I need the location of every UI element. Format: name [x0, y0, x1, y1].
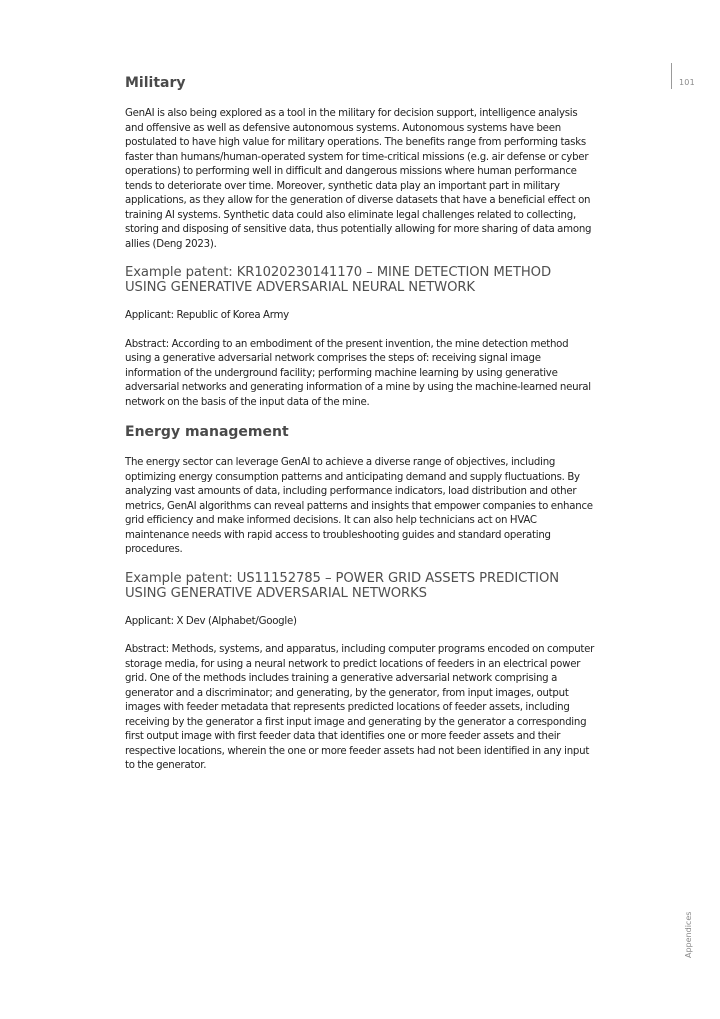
page-number: 101	[679, 78, 695, 87]
patent-1-heading: Example patent: KR1020230141170 – MINE DETECTION METHOD USING GENERATIVE ADVERSARIAL NEURAL NETWORK	[125, 265, 552, 295]
patent-2-abstract: Abstract: Methods, systems, and apparatus, including computer programs encoded on computer storage media, for using a neural network to predict locations of feeders in an electrical power grid. One of the methods includes training a generative adversarial network comprising a generator and a discriminator; and generating, by the generator, from input images, output images with feeder metadata that represents predicted locations of feeder assets, including receiving by the generator a first input image and generating by the generator a corresponding first output image with first feeder data that identifies one or more feeder assets and their respective locations, wherein the one or more feeder assets had not been identified in any input to the generator.	[125, 644, 595, 771]
page-content	[125, 72, 595, 774]
patent-1-applicant: Applicant: Republic of Korea Army	[125, 310, 289, 321]
military-heading: Military	[125, 75, 186, 91]
military-paragraph: GenAI is also being explored as a tool in the military for decision support, intelligence analysis and offensive as well as defensive autonomous systems. Autonomous systems have been postulated to have high value for military operations. The benefits range from performing tasks faster than humans/human-operated system for time-critical missions (e.g. air defense or cyber operations) to performing well in difficult and dangerous missions where human performance tends to deteriorate over time. Moreover, synthetic data play an important part in military applications, as they allow for the generation of diverse datasets that have a beneficial effect on training AI systems. Synthetic data could also eliminate legal challenges related to collecting, storing and disposing of sensitive data, thus potentially allowing for more sharing of data among allies (Deng 2023).	[125, 108, 592, 250]
energy-paragraph: The energy sector can leverage GenAI to achieve a diverse range of objectives, including optimizing energy consumption patterns and anticipating demand and supply fluctuations. By analyzing vast amounts of data, including performance indicators, load distribution and other metrics, GenAI algorithms can reveal patterns and insights that empower companies to enhance grid efficiency and make informed decisions. It can also help technicians act on HVAC maintenance needs with rapid access to troubleshooting guides and standard operating procedures.	[125, 457, 593, 555]
patent-2-heading: Example patent: US11152785 – POWER GRID ASSETS PREDICTION USING GENERATIVE ADVERSARIAL NETWORKS	[125, 570, 560, 601]
patent-2-applicant: Applicant: X Dev (Alphabet/Google)	[125, 615, 297, 627]
patent-1-abstract: Abstract: According to an embodiment of the present invention, the mine detection method using a generative adversarial network comprises the steps of: receiving signal image information of the underground facility; performing machine learning by using generative adversarial networks and generating information of a mine by using the machine-learned neural network on the basis of the input data of the mine.	[125, 338, 591, 408]
page-number-rule	[671, 63, 672, 89]
section-side-label: Appendices	[684, 911, 693, 958]
energy-heading: Energy management	[125, 424, 289, 440]
